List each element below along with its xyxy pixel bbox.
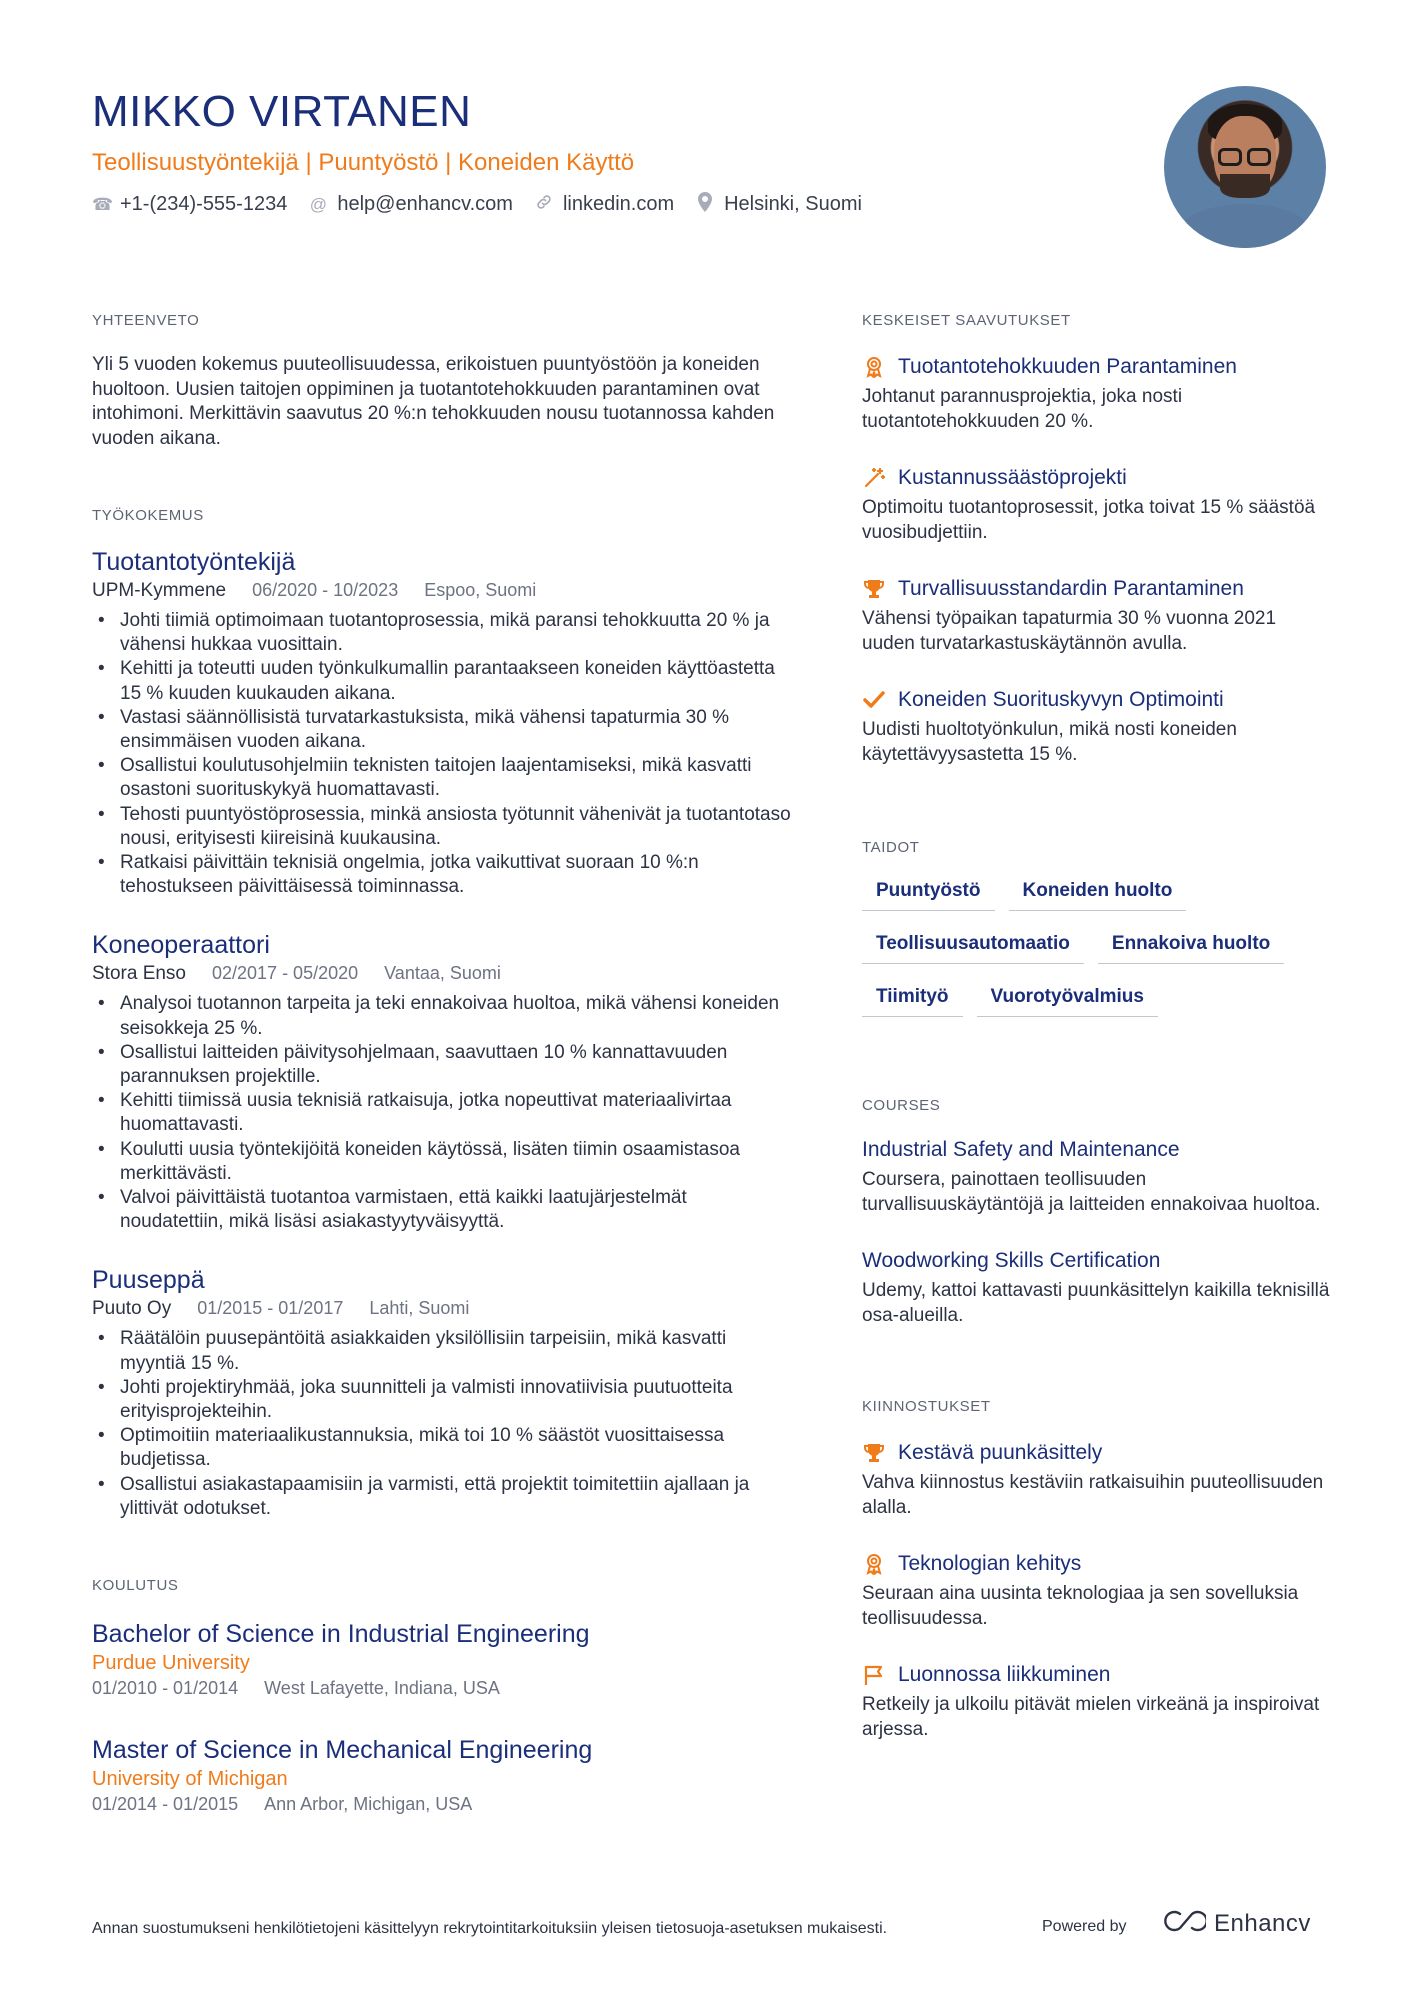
education-meta: [92, 1676, 792, 1700]
magic-wand-icon: [862, 466, 886, 490]
job-title: Tuotantotyöntekijä: [92, 548, 296, 576]
location-text: Helsinki, Suomi: [724, 193, 862, 215]
bullet-item: • Optimoitiin materiaalikustannuksia, mikä toi 10 % säästöt vuosittaisessa budjetissa.: [92, 1424, 792, 1472]
powered-by-label: Powered by: [1042, 1918, 1127, 1935]
achievement-item: [862, 575, 1332, 656]
skill-tag: Puuntyöstö: [862, 876, 995, 911]
achievement-desc: Vähensi työpaikan tapaturmia 30 % vuonna 2021 uuden turvatarkastuskäytännön avulla.: [862, 608, 1277, 654]
job-meta: [92, 1296, 792, 1321]
education-entry: [92, 1618, 792, 1700]
summary-text: Yli 5 vuoden kokemus puuteollisuudessa, erikoistuen puuntyöstöön ja koneiden huoltoon. Uusien taitojen oppiminen ja tuotantotehokkuuden parantaminen ovat intohimoni. Merkittävin saavutus 20 %:n tehokkuuden nousu tuotannossa kahden vuoden aikana.: [92, 354, 775, 449]
course-item: [862, 1247, 1332, 1328]
linkedin-text[interactable]: linkedin.com: [562, 193, 675, 215]
gdpr-consent: Annan suostumukseni henkilötietojeni käsittelyyn rekrytointitarkoituksiin yleisen tietosuoja-asetuksen mukaisesti.: [92, 1920, 888, 1937]
interest-desc: Retkeily ja ulkoilu pitävät mielen virkeänä ja inspiroivat arjessa.: [862, 1694, 1320, 1740]
bullet-item: • Ratkaisi päivittäin teknisiä ongelmia, jotka vaikuttivat suoraan 10 %:n tehostukseen päivittäisessä toiminnassa.: [92, 851, 792, 899]
job-entry: [92, 546, 792, 899]
courses-heading: COURSES: [862, 1097, 941, 1114]
job-company: Puuto Oy: [92, 1298, 172, 1320]
contact-linkedin[interactable]: [535, 193, 674, 216]
education-meta: [92, 1792, 792, 1816]
education-dates: 01/2010 - 01/2014: [92, 1678, 239, 1699]
bullet-item: • Tehosti puuntyöstöprosessia, minkä ansiosta työtunnit vähenivät ja tuotantotaso nousi, erityisesti kiireisinä kuukausina.: [92, 803, 792, 851]
job-location: Lahti, Suomi: [369, 1298, 470, 1319]
interest-item: [862, 1661, 1332, 1742]
job-title: Koneoperaattori: [92, 931, 270, 960]
achievement-desc: Optimoitu tuotantoprosessit, jotka toivat 15 % säästöä vuosibudjettiin.: [862, 497, 1316, 543]
award-ribbon-icon: [862, 1552, 886, 1576]
job-location: Espoo, Suomi: [424, 580, 537, 600]
interest-title: Kestävä puunkäsittely: [898, 1441, 1103, 1464]
course-title: Woodworking Skills Certification: [862, 1249, 1161, 1272]
education-location: Ann Arbor, Michigan, USA: [264, 1794, 473, 1815]
skill-tag: Tiimityö: [862, 982, 963, 1017]
interests-heading: KIINNOSTUKSET: [862, 1398, 991, 1415]
job-bullets: [92, 992, 792, 1234]
skill-tag: Teollisuusautomaatio: [862, 929, 1084, 964]
flag-icon: [862, 1663, 886, 1687]
achievement-title: Turvallisuusstandardin Parantaminen: [898, 577, 1244, 600]
profile-photo: [1164, 86, 1326, 248]
education-heading: KOULUTUS: [92, 1577, 179, 1595]
achievement-item: [862, 686, 1332, 767]
job-entry: [92, 929, 792, 1234]
skills-list: [862, 876, 1322, 1017]
job-meta: [92, 578, 792, 603]
interest-desc: Vahva kiinnostus kestäviin ratkaisuihin puuteollisuuden alalla.: [862, 1472, 1324, 1518]
contact-phone: [92, 193, 287, 216]
job-company: Stora Enso: [92, 963, 186, 985]
job-dates: 02/2017 - 05/2020: [212, 963, 359, 984]
job-bullets: [92, 1327, 792, 1521]
bullet-item: • Kehitti ja toteutti uuden työnkulkumallin parantaakseen koneiden käyttöastetta 15 % kuuden kuukauden aikana.: [92, 657, 792, 705]
trophy-icon: [862, 577, 886, 601]
interest-title: Luonnossa liikkuminen: [898, 1663, 1111, 1686]
bullet-item: • Analysoi tuotannon tarpeita ja teki ennakoivaa huoltoa, mikä vähensi koneiden seisokkeja 25 %.: [92, 992, 792, 1040]
phone-text: +1-(234)-555-1234: [120, 193, 288, 215]
course-title: Industrial Safety and Maintenance: [862, 1138, 1180, 1161]
achievement-desc: Johtanut parannusprojektia, joka nosti tuotantotehokkuuden 20 %.: [862, 386, 1183, 432]
enhancv-logo[interactable]: [1160, 1908, 1311, 1939]
degree-title: Bachelor of Science in Industrial Engineering: [92, 1620, 590, 1649]
bullet-item: • Johti projektiryhmää, joka suunnitteli ja valmisti innovatiivisia puutuotteita erityisprojekteihin.: [92, 1376, 792, 1424]
candidate-title: Teollisuustyöntekijä | Puuntyöstö | Koneiden Käyttö: [92, 149, 635, 176]
interest-title: Teknologian kehitys: [898, 1552, 1082, 1575]
job-dates: 01/2015 - 01/2017: [197, 1298, 344, 1319]
education-dates: 01/2014 - 01/2015: [92, 1794, 239, 1815]
skill-tag: Vuorotyövalmius: [977, 982, 1158, 1017]
interest-item: [862, 1550, 1332, 1631]
at-icon: @: [309, 194, 327, 214]
interest-desc: Seuraan aina uusinta teknologiaa ja sen sovelluksia teollisuudessa.: [862, 1583, 1299, 1629]
enhancv-logo-text: Enhancv: [1214, 1909, 1311, 1937]
award-ribbon-icon: [862, 355, 886, 379]
course-desc: Coursera, painottaen teollisuuden turvallisuuskäytäntöjä ja laitteiden ennakoivaa huoltoa.: [862, 1169, 1321, 1215]
bullet-item: • Valvoi päivittäistä tuotantoa varmistaen, että kaikki laatujärjestelmät noudatettiin, mikä lisäsi asiakastyytyväisyyttä.: [92, 1186, 792, 1234]
contact-email[interactable]: [309, 193, 513, 216]
phone-icon: ☎: [92, 194, 114, 214]
job-meta: [92, 961, 792, 986]
bullet-item: • Johti tiimiä optimoimaan tuotantoprosessia, mikä paransi tehokkuutta 20 % ja vähensi hukkaa vuosittain.: [92, 609, 792, 657]
education-entry: [92, 1734, 792, 1816]
interest-item: [862, 1439, 1332, 1520]
right-column: [862, 312, 1332, 1742]
job-dates: 06/2020 - 10/2023: [252, 580, 399, 600]
candidate-name: MIKKO VIRTANEN: [92, 87, 472, 136]
experience-heading: TYÖKOKEMUS: [92, 507, 204, 524]
checkmark-icon: [862, 688, 886, 712]
resume-header: [92, 82, 1132, 217]
achievement-title: Kustannussäästöprojekti: [898, 466, 1127, 489]
education-location: West Lafayette, Indiana, USA: [264, 1678, 500, 1699]
enhancv-logo-icon: [1160, 1908, 1206, 1939]
bullet-item: • Räätälöin puusepäntöitä asiakkaiden yksilöllisiin tarpeisiin, mikä kasvatti myyntiä 15 %.: [92, 1327, 792, 1375]
link-icon: [535, 193, 553, 216]
email-text[interactable]: help@enhancv.com: [337, 193, 513, 215]
course-item: [862, 1136, 1332, 1217]
school-name: Purdue University: [92, 1652, 250, 1675]
skills-heading: TAIDOT: [862, 839, 920, 856]
achievement-item: [862, 464, 1332, 545]
bullet-item: • Koulutti uusia työntekijöitä koneiden käytössä, lisäten tiimin osaamistasoa merkittävästi.: [92, 1138, 792, 1186]
job-title: Puuseppä: [92, 1266, 205, 1295]
contact-location: [696, 192, 862, 217]
job-company: UPM-Kymmene: [92, 580, 227, 601]
achievement-desc: Uudisti huoltotyönkulun, mikä nosti koneiden käytettävyysastetta 15 %.: [862, 719, 1237, 765]
bullet-item: • Osallistui asiakastapaamisiin ja varmisti, että projektit toimitettiin ajallaan ja ylittivät odotukset.: [92, 1473, 792, 1521]
skill-tag: Ennakoiva huolto: [1098, 929, 1284, 964]
achievement-item: [862, 353, 1332, 434]
job-bullets: [92, 609, 792, 899]
bullet-item: • Vastasi säännöllisistä turvatarkastuksista, mikä vähensi tapaturmia 30 % ensimmäisen vuoden aikana.: [92, 706, 792, 754]
skill-tag: Koneiden huolto: [1009, 876, 1187, 911]
course-desc: Udemy, kattoi kattavasti puunkäsittelyn kaikilla teknisillä osa-alueilla.: [862, 1280, 1330, 1326]
contact-row: [92, 192, 1132, 217]
degree-title: Master of Science in Mechanical Engineering: [92, 1736, 593, 1765]
job-entry: [92, 1264, 792, 1521]
trophy-icon: [862, 1441, 886, 1465]
school-name: University of Michigan: [92, 1768, 288, 1791]
achievement-title: Koneiden Suorituskyvyn Optimointi: [898, 688, 1224, 711]
pin-icon: [696, 192, 714, 217]
achievement-title: Tuotantotehokkuuden Parantaminen: [898, 355, 1237, 378]
job-location: Vantaa, Suomi: [384, 963, 501, 984]
left-column: [92, 312, 792, 1816]
bullet-item: • Kehitti tiimissä uusia teknisiä ratkaisuja, jotka nopeuttivat materiaalivirtaa huomattavasti.: [92, 1089, 792, 1137]
achievements-heading: KESKEISET SAAVUTUKSET: [862, 312, 1071, 329]
summary-heading: YHTEENVETO: [92, 312, 200, 329]
bullet-item: • Osallistui laitteiden päivitysohjelmaan, saavuttaen 10 % kannattavuuden parannuksen projektille.: [92, 1041, 792, 1089]
bullet-item: • Osallistui koulutusohjelmiin teknisten taitojen laajentamiseksi, mikä kasvatti osastoni suorituskykyä huomattavasti.: [92, 754, 792, 802]
